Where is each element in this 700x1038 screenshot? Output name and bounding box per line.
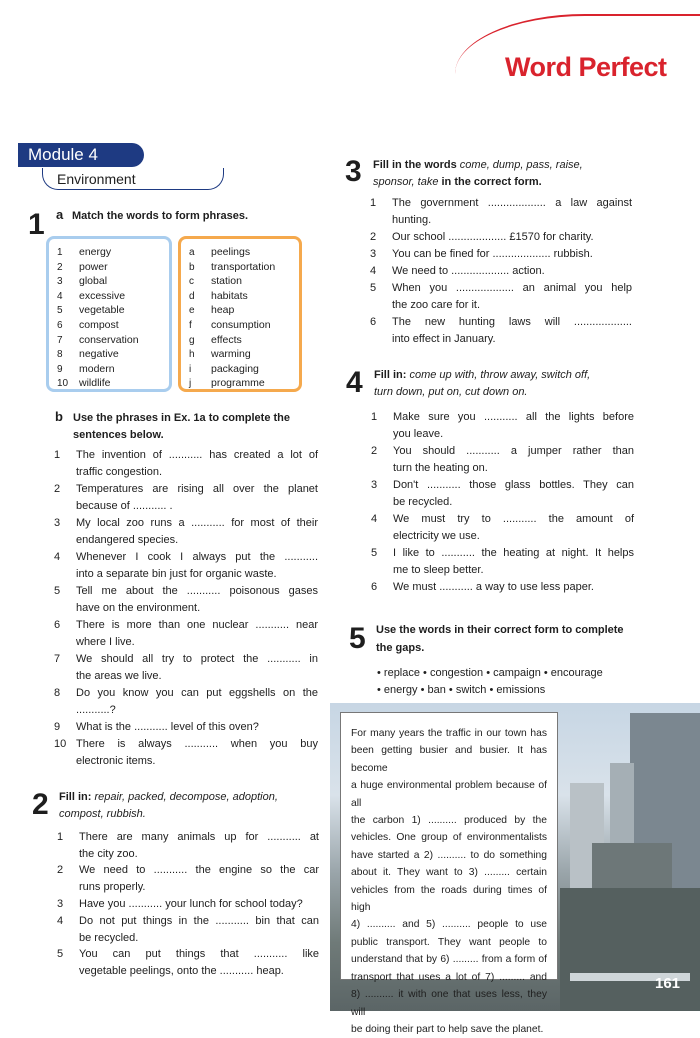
match-row-word: compost: [79, 319, 119, 331]
item-line-2: traffic congestion.: [76, 466, 163, 478]
item-text: [76, 736, 318, 770]
item-line-1: What is the ........... level of this oven?: [76, 721, 259, 733]
item-line-1: There are many animals up for ........... at: [79, 831, 319, 843]
match-row-word: conservation: [79, 333, 139, 346]
item-line-1: We need to ................... action.: [392, 265, 545, 277]
match-row-key: 4: [57, 290, 63, 302]
match-row-key: 7: [57, 334, 63, 346]
item-line-2: electronic items.: [76, 755, 156, 767]
passage-line: 4) .......... and 5) .......... people to use: [351, 919, 547, 931]
item-line-1: We must ........... a way to use less paper.: [393, 581, 594, 593]
item-number: 10: [54, 738, 67, 750]
item-line-2: be recycled.: [393, 496, 453, 508]
exercise-4-instruction-line2: [374, 384, 528, 401]
passage-line: been getting busier and busier. It has become: [351, 745, 547, 774]
item-number: 2: [57, 864, 64, 876]
exercise-1b-letter: b: [55, 409, 63, 424]
match-row-word: energy: [79, 246, 112, 258]
item-line-1: There is always ........... when you buy: [76, 738, 318, 750]
item-line-1: Temperatures are rising all over the planet: [76, 483, 318, 495]
item-number: 9: [54, 721, 61, 733]
exercise-2-words-2: compost, rubbish.: [59, 808, 146, 820]
item-text: [79, 946, 319, 980]
item-number: 1: [57, 831, 64, 843]
match-row-right: [189, 260, 275, 275]
exercise-3-instruction-line2: [373, 174, 542, 191]
match-row-left: [57, 289, 125, 304]
exercise-item: [371, 545, 634, 579]
passage-line: vehicles. One group of environmentalists: [351, 832, 547, 844]
item-number: 4: [54, 551, 61, 563]
match-row-word: excessive: [79, 289, 126, 302]
match-row-key: 6: [57, 320, 63, 331]
exercise-item: [57, 946, 319, 980]
exercise-item: [371, 443, 634, 477]
exercise-1a-instruction: Match the words to form phrases.: [72, 210, 249, 222]
match-row-left: [57, 376, 111, 391]
page-number: 161: [655, 975, 681, 992]
exercise-2-words-1: repair, packed, decompose, adoption,: [94, 791, 278, 803]
match-row-word: programme: [211, 377, 265, 390]
match-list-right: [178, 236, 302, 392]
match-row-right: [189, 376, 265, 391]
match-row-key: 1: [57, 247, 63, 258]
exercise-item: [371, 409, 634, 443]
module-label: Module 4: [18, 143, 144, 167]
exercise-item: [57, 896, 319, 913]
item-line-1: We should all try to protect the ........... in: [76, 653, 318, 665]
match-row-right: [189, 333, 242, 348]
exercise-5-number: 5: [349, 622, 366, 655]
item-line-1: My local zoo runs a ........... for most of their: [76, 517, 318, 529]
passage-line: a huge environmental problem because of all: [351, 780, 547, 809]
item-text: [76, 719, 318, 736]
item-line-2: turn the heating on.: [393, 462, 488, 474]
match-row-left: [57, 347, 119, 362]
item-text: [392, 229, 632, 246]
item-number: 1: [371, 411, 378, 423]
item-line-2: runs properly.: [79, 881, 146, 893]
match-row-key: g: [189, 334, 195, 346]
module-subtitle: Environment: [42, 168, 224, 190]
exercise-item: [54, 481, 318, 515]
item-number: 3: [57, 898, 64, 910]
item-line-2: where I live.: [76, 636, 135, 648]
item-text: [392, 263, 632, 280]
match-row-key: 8: [57, 349, 63, 361]
item-number: 3: [371, 479, 378, 491]
item-line-2: me to sleep better.: [393, 564, 484, 576]
item-text: [392, 314, 632, 348]
item-line-2: into effect in January.: [392, 333, 496, 345]
item-text: [392, 246, 632, 263]
item-line-2: endangered species.: [76, 534, 179, 546]
item-text: [393, 579, 634, 596]
item-line-2: you leave.: [393, 428, 444, 440]
match-row-word: power: [79, 260, 108, 273]
item-number: 2: [371, 445, 378, 457]
match-row-word: negative: [79, 348, 119, 361]
exercise-item: [57, 829, 319, 863]
exercise-3-words: come, dump, pass, raise,: [459, 159, 583, 171]
exercise-item: [371, 477, 634, 511]
item-number: 5: [371, 547, 378, 559]
exercise-5-instruction-line1: Use the words in their correct form to complete: [376, 624, 624, 636]
match-row-word: vegetable: [79, 304, 125, 317]
item-number: 1: [54, 449, 61, 461]
match-row-word: effects: [211, 333, 242, 346]
passage-line: For many years the traffic in our town has: [351, 728, 547, 739]
item-line-1: You should ........... a jumper rather than: [393, 445, 634, 457]
passage-line: public transport. They want people to: [351, 936, 547, 948]
item-number: 4: [371, 513, 378, 525]
passage-line: understand that by 6) ......... from a form of: [351, 954, 547, 966]
match-row-word: consumption: [211, 319, 271, 331]
item-text: [79, 913, 319, 947]
match-row-right: [189, 318, 271, 333]
exercise-item: [371, 579, 634, 596]
exercise-item: [370, 280, 632, 314]
exercise-5-word-bank-line2: • energy • ban • switch • emissions: [377, 684, 546, 696]
match-row-key: 9: [57, 363, 63, 375]
exercise-2-number: 2: [32, 788, 49, 821]
match-row-key: f: [189, 320, 192, 331]
item-number: 4: [370, 265, 377, 277]
match-row-left: [57, 245, 111, 260]
match-row-left: [57, 303, 125, 318]
match-row-right: [189, 362, 259, 377]
exercise-item: [54, 447, 318, 481]
passage-line: be doing their part to help save the planet.: [351, 1023, 544, 1035]
item-text: [76, 617, 318, 651]
match-row-word: wildlife: [79, 377, 111, 390]
item-number: 4: [57, 915, 64, 927]
item-line-2: vegetable peelings, onto the ........... heap.: [79, 965, 284, 977]
exercise-item: [54, 549, 318, 583]
exercise-3-words-2: sponsor, take: [373, 176, 439, 188]
exercise-4-instruction-line1: [374, 367, 590, 384]
item-text: [392, 280, 632, 314]
item-line-1: Don't ........... those glass bottles. They can: [393, 479, 634, 491]
exercise-item: [54, 719, 318, 736]
item-text: [392, 195, 632, 229]
item-text: [79, 896, 319, 913]
exercise-item: [57, 862, 319, 896]
item-number: 6: [54, 619, 61, 631]
item-line-2: because of ........... .: [76, 500, 173, 512]
item-text: [76, 481, 318, 515]
item-line-1: When you ................... an animal you help: [392, 282, 632, 294]
exercise-3-instruction-line1: [373, 157, 583, 174]
item-text: [76, 515, 318, 549]
match-row-key: 10: [57, 378, 69, 390]
exercise-1b-instruction-line2: sentences below.: [73, 429, 164, 441]
exercise-3-instr-a: Fill in the words: [373, 159, 457, 171]
item-text: [76, 549, 318, 583]
exercise-4-number: 4: [346, 366, 363, 399]
match-row-left: [57, 274, 107, 289]
match-row-right: [189, 347, 251, 362]
exercise-5-instruction-line2: the gaps.: [376, 642, 425, 654]
reading-passage: [340, 712, 558, 1035]
match-row-right: [189, 274, 242, 289]
item-line-2: electricity we use.: [393, 530, 480, 542]
item-line-1: Tell me about the ........... poisonous gases: [76, 585, 318, 597]
item-line-1: Do you know you can put eggshells on the: [76, 687, 318, 699]
item-text: [393, 409, 634, 443]
item-line-1: Our school ................... £1570 for charity.: [392, 231, 594, 243]
exercise-item: [54, 736, 318, 770]
item-text: [76, 685, 318, 719]
match-row-word: station: [211, 275, 242, 288]
passage-line: 8) .......... it with one that uses less, they will: [351, 989, 547, 1018]
item-text: [76, 583, 318, 617]
item-text: [393, 443, 634, 477]
match-row-key: h: [189, 349, 195, 361]
item-number: 5: [370, 282, 377, 294]
item-number: 5: [54, 585, 61, 597]
item-line-1: The government ................... a law against: [392, 197, 632, 209]
item-line-1: Whenever I cook I always put the ...........: [76, 551, 318, 563]
item-line-1: We need to ........... the engine so the car: [79, 864, 319, 876]
item-number: 6: [371, 581, 378, 593]
item-text: [79, 829, 319, 863]
item-line-1: The invention of ........... has created a lot of: [76, 449, 318, 461]
match-row-word: global: [79, 275, 108, 288]
item-line-1: The new hunting laws will ...................: [392, 316, 632, 328]
match-row-key: b: [189, 261, 195, 273]
page-title: Word Perfect: [505, 52, 667, 82]
match-row-word: warming: [211, 348, 251, 361]
item-number: 3: [370, 248, 377, 260]
match-list-left: [46, 236, 172, 392]
item-number: 5: [57, 948, 64, 960]
match-row-word: transportation: [211, 260, 276, 273]
match-row-key: e: [189, 305, 195, 317]
item-number: 2: [54, 483, 61, 495]
exercise-1-number: 1: [28, 208, 45, 241]
item-line-2: into a separate bin just for organic waste.: [76, 568, 277, 580]
match-row-key: 3: [57, 276, 63, 288]
match-row-word: peelings: [211, 246, 251, 258]
item-line-1: Do not put things in the ........... bin that can: [79, 915, 319, 927]
exercise-4-words-2: turn down, put on, cut down on.: [374, 386, 528, 398]
item-line-2: the zoo care for it.: [392, 299, 481, 311]
exercise-item: [371, 511, 634, 545]
match-row-right: [189, 289, 248, 304]
passage-line: vehicles from the roads during times of high: [351, 884, 547, 914]
match-row-word: modern: [79, 362, 115, 375]
exercise-5-word-bank-line1: • replace • congestion • campaign • encourage: [377, 667, 603, 679]
match-row-word: heap: [211, 304, 235, 317]
exercise-item: [54, 651, 318, 685]
exercise-item: [370, 246, 632, 263]
item-text: [79, 862, 319, 896]
match-row-word: habitats: [211, 289, 248, 302]
item-line-1: I like to ........... the heating at night. It helps: [393, 547, 634, 559]
exercise-4-words-1: come up with, throw away, switch off,: [409, 369, 591, 381]
exercise-2-instruction-line2: [59, 806, 146, 823]
exercise-item: [370, 229, 632, 246]
exercise-4-fill-in: Fill in:: [374, 369, 407, 381]
match-row-key: d: [189, 290, 195, 302]
passage-line: transport that uses a lot of 7) ......... and: [351, 971, 547, 983]
item-line-1: There is more than one nuclear ........... near: [76, 619, 318, 631]
item-line-2: be recycled.: [79, 932, 139, 944]
item-text: [393, 545, 634, 579]
item-text: [76, 651, 318, 685]
match-row-key: c: [189, 276, 194, 288]
item-number: 2: [370, 231, 377, 243]
item-line-1: We must try to ........... the amount of: [393, 513, 634, 525]
match-row-key: a: [189, 247, 195, 258]
item-line-1: You can be fined for ................... rubbish.: [392, 248, 593, 260]
match-row-key: 5: [57, 305, 63, 317]
passage-line: the carbon 1) .......... produced by the: [351, 815, 547, 827]
match-row-key: j: [189, 378, 192, 390]
exercise-2-fill-in: Fill in:: [59, 791, 92, 803]
match-row-left: [57, 362, 115, 377]
match-row-right: [189, 245, 250, 260]
passage-line: about it. They want to 3) ......... certain: [351, 867, 547, 879]
exercise-item: [57, 913, 319, 947]
item-number: 8: [54, 687, 61, 699]
item-number: 7: [54, 653, 61, 665]
item-line-1: You can put things that ........... like: [79, 948, 319, 960]
item-line-2: the city zoo.: [79, 848, 138, 860]
exercise-3-instr-b: in the correct form.: [441, 176, 542, 188]
item-text: [393, 511, 634, 545]
item-text: [76, 447, 318, 481]
match-row-key: 2: [57, 261, 63, 273]
exercise-item: [54, 685, 318, 719]
exercise-item: [370, 263, 632, 280]
item-line-1: Make sure you ........... all the lights before: [393, 411, 634, 423]
match-row-key: i: [189, 363, 192, 375]
exercise-1a-letter: a: [56, 207, 64, 222]
exercise-item: [54, 617, 318, 651]
exercise-item: [54, 583, 318, 617]
match-row-left: [57, 333, 139, 348]
item-number: 3: [54, 517, 61, 529]
exercise-item: [54, 515, 318, 549]
item-line-1: Have you ........... your lunch for school today?: [79, 898, 303, 910]
item-line-2: have on the environment.: [76, 602, 201, 614]
item-number: 1: [370, 197, 377, 209]
exercise-item: [370, 314, 632, 348]
match-row-word: packaging: [211, 362, 259, 375]
item-line-2: hunting.: [392, 214, 432, 226]
exercise-item: [370, 195, 632, 229]
item-line-2: ...........?: [76, 704, 116, 716]
exercise-1b-instruction-line1: Use the phrases in Ex. 1a to complete the: [73, 412, 291, 424]
match-row-right: [189, 303, 234, 318]
passage-line: have started a 2) .......... to do something: [351, 849, 547, 861]
item-line-2: the areas we live.: [76, 670, 162, 682]
item-text: [393, 477, 634, 511]
match-row-left: [57, 318, 119, 333]
item-number: 6: [370, 316, 377, 328]
exercise-3-number: 3: [345, 155, 362, 188]
exercise-2-instruction-line1: [59, 789, 278, 806]
match-row-left: [57, 260, 108, 275]
